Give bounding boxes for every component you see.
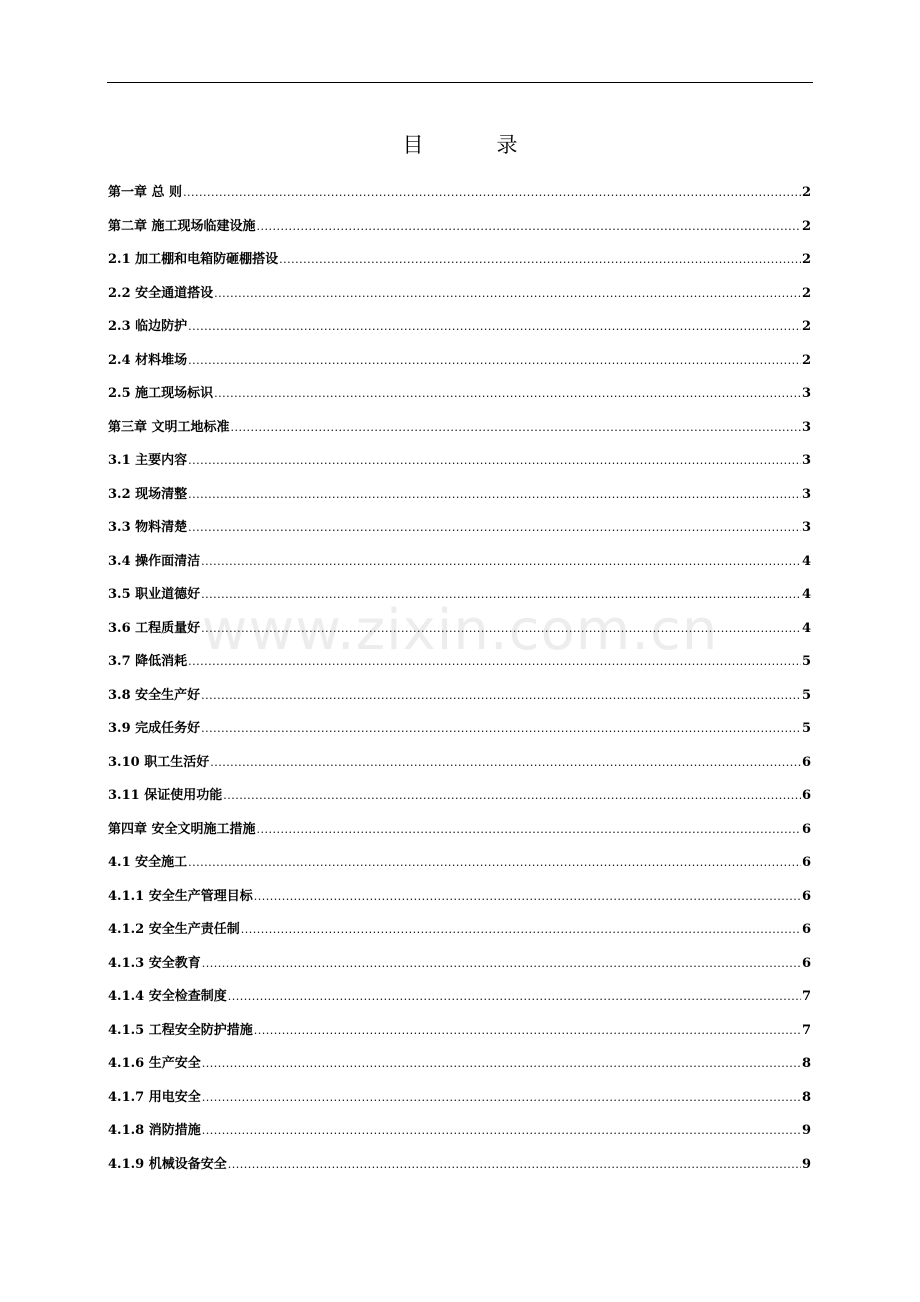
- toc-dot-leader: [188, 344, 801, 378]
- toc-entry-page-number: 7: [802, 989, 812, 1004]
- toc-entry-label: 3.5 职业道德好: [108, 587, 201, 602]
- toc-entry-label: 2.1 加工棚和电箱防砸棚搭设: [108, 252, 279, 267]
- toc-entry-label: 3.3 物料清楚: [108, 520, 188, 535]
- toc-entry-page-number: 9: [802, 1123, 812, 1138]
- toc-entry[interactable]: [108, 210, 810, 244]
- toc-entry[interactable]: [108, 344, 810, 378]
- toc-dot-leader: [188, 511, 801, 545]
- toc-entry[interactable]: [108, 1148, 810, 1182]
- toc-entry-label: 4.1.4 安全检查制度: [108, 989, 227, 1004]
- toc-entry-page-number: 4: [802, 587, 812, 602]
- toc-dot-leader: [188, 478, 801, 512]
- toc-dot-leader: [257, 813, 801, 847]
- toc-dot-leader: [201, 612, 801, 646]
- toc-entry-label: 4.1.7 用电安全: [108, 1089, 201, 1105]
- toc-entry-label: 3.10 职工生活好: [108, 754, 210, 770]
- toc-entry-label: 3.8 安全生产好: [108, 687, 201, 703]
- toc-entry-page-number: 6: [802, 922, 812, 937]
- toc-entry-page-number: 8: [802, 1056, 812, 1071]
- toc-entry-label: 4.1.9 机械设备安全: [108, 1156, 227, 1172]
- toc-entry[interactable]: [108, 1081, 810, 1115]
- toc-entry[interactable]: [108, 779, 810, 813]
- toc-entry[interactable]: [108, 679, 810, 713]
- toc-dot-leader: [202, 1081, 801, 1115]
- toc-entry-page-number: 5: [802, 687, 812, 703]
- toc-entry-page-number: 6: [802, 888, 812, 904]
- toc-dot-leader: [188, 846, 801, 880]
- toc-dot-leader: [202, 947, 801, 981]
- toc-entry[interactable]: [108, 1014, 810, 1048]
- toc-entry[interactable]: [108, 578, 810, 612]
- toc-entry[interactable]: [108, 712, 810, 746]
- toc-entry-label: 4.1.8 消防措施: [108, 1123, 201, 1138]
- toc-entry[interactable]: [108, 612, 810, 646]
- toc-dot-leader: [254, 1014, 801, 1048]
- toc-dot-leader: [188, 310, 801, 344]
- toc-entry-label: 2.2 安全通道搭设: [108, 285, 214, 301]
- toc-entry[interactable]: [108, 746, 810, 780]
- toc-entry-label: 第四章 安全文明施工措施: [108, 821, 256, 837]
- toc-entry[interactable]: [108, 980, 810, 1014]
- toc-entry-label: 4.1 安全施工: [108, 855, 188, 870]
- toc-entry[interactable]: [108, 310, 810, 344]
- toc-dot-leader: [257, 210, 801, 244]
- toc-entry[interactable]: [108, 813, 810, 847]
- toc-entry-page-number: 5: [802, 654, 812, 669]
- toc-dot-leader: [214, 277, 801, 311]
- header-rule: [107, 82, 813, 83]
- toc-entry-page-number: 4: [802, 620, 812, 636]
- watermark: www.zixin.com.cn: [201, 598, 719, 663]
- toc-entry-page-number: 6: [802, 788, 812, 803]
- toc-entry-label: 第一章 总 则: [108, 185, 183, 200]
- toc-entry[interactable]: [108, 478, 810, 512]
- toc-entry-page-number: 9: [802, 1156, 812, 1172]
- toc-entry[interactable]: [108, 880, 810, 914]
- toc-entry-label: 2.4 材料堆场: [108, 352, 188, 368]
- toc-entry-page-number: 4: [802, 553, 812, 569]
- toc-entry[interactable]: [108, 377, 810, 411]
- toc-dot-leader: [202, 1114, 801, 1148]
- toc-dot-leader: [241, 913, 801, 947]
- toc-entry[interactable]: [108, 444, 810, 478]
- toc-entry-page-number: 7: [802, 1022, 812, 1038]
- toc-entry[interactable]: [108, 913, 810, 947]
- toc-entry-page-number: 2: [802, 285, 812, 301]
- toc-entry-page-number: 2: [802, 218, 812, 234]
- toc-entry-page-number: 2: [802, 252, 812, 267]
- toc-entry[interactable]: [108, 243, 810, 277]
- toc-dot-leader: [254, 880, 801, 914]
- toc-entry[interactable]: [108, 545, 810, 579]
- toc-entry-label: 4.1.1 安全生产管理目标: [108, 888, 253, 904]
- toc-entry[interactable]: [108, 411, 810, 445]
- toc-entry-label: 3.9 完成任务好: [108, 721, 201, 736]
- toc-dot-leader: [228, 980, 801, 1014]
- toc-entry[interactable]: [108, 1047, 810, 1081]
- toc-dot-leader: [223, 779, 801, 813]
- toc-dot-leader: [279, 243, 801, 277]
- toc-entry[interactable]: [108, 947, 810, 981]
- toc-entry-label: 第二章 施工现场临建设施: [108, 218, 256, 234]
- toc-entry-label: 3.7 降低消耗: [108, 654, 188, 669]
- toc-dot-leader: [201, 545, 801, 579]
- toc-entry-label: 4.1.6 生产安全: [108, 1056, 201, 1071]
- toc-entry-label: 第三章 文明工地标准: [108, 419, 230, 435]
- toc-entry-label: 3.6 工程质量好: [108, 620, 201, 636]
- toc-entry-page-number: 2: [802, 319, 812, 334]
- toc-entry-page-number: 8: [802, 1089, 812, 1105]
- toc-dot-leader: [201, 712, 801, 746]
- toc-entry-label: 3.1 主要内容: [108, 453, 188, 468]
- toc-entry-page-number: 3: [802, 453, 812, 468]
- toc-entry-label: 3.2 现场清整: [108, 486, 188, 502]
- toc-entry-page-number: 3: [802, 520, 812, 535]
- toc-entry-label: 3.11 保证使用功能: [108, 788, 223, 803]
- table-of-contents: [108, 176, 810, 1181]
- toc-entry[interactable]: [108, 846, 810, 880]
- toc-dot-leader: [202, 1047, 801, 1081]
- toc-dot-leader: [228, 1148, 801, 1182]
- toc-entry-label: 4.1.5 工程安全防护措施: [108, 1022, 253, 1038]
- toc-entry-page-number: 2: [802, 185, 812, 200]
- toc-entry-label: 2.3 临边防护: [108, 319, 188, 334]
- toc-entry-page-number: 6: [802, 855, 812, 870]
- toc-dot-leader: [214, 377, 801, 411]
- toc-entry[interactable]: [108, 176, 810, 210]
- toc-entry-page-number: 6: [802, 754, 812, 770]
- toc-entry-label: 4.1.3 安全教育: [108, 955, 201, 971]
- toc-entry[interactable]: [108, 511, 810, 545]
- toc-entry-page-number: 3: [802, 386, 812, 401]
- toc-entry[interactable]: [108, 645, 810, 679]
- toc-entry-page-number: 3: [802, 486, 812, 502]
- toc-dot-leader: [188, 645, 801, 679]
- toc-entry-page-number: 6: [802, 821, 812, 837]
- toc-entry-label: 2.5 施工现场标识: [108, 386, 214, 401]
- toc-dot-leader: [183, 176, 801, 210]
- toc-entry-page-number: 5: [802, 721, 812, 736]
- toc-dot-leader: [201, 679, 801, 713]
- toc-entry[interactable]: [108, 277, 810, 311]
- toc-dot-leader: [201, 578, 801, 612]
- toc-dot-leader: [188, 444, 801, 478]
- toc-entry[interactable]: [108, 1114, 810, 1148]
- toc-entry-page-number: 6: [802, 955, 812, 971]
- toc-entry-label: 3.4 操作面清洁: [108, 553, 201, 569]
- toc-title: 目 录: [402, 133, 544, 157]
- toc-entry-label: 4.1.2 安全生产责任制: [108, 922, 240, 937]
- toc-entry-page-number: 3: [802, 419, 812, 435]
- toc-dot-leader: [231, 411, 801, 445]
- toc-entry-page-number: 2: [802, 352, 812, 368]
- toc-dot-leader: [210, 746, 801, 780]
